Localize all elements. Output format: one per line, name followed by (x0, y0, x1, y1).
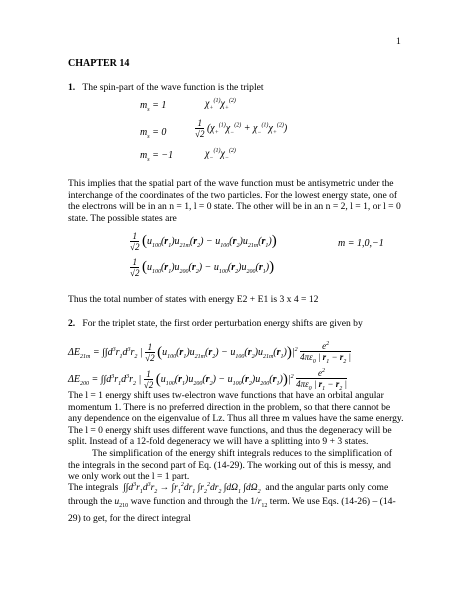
triplet-expr-0: $\frac{1}{√2}$ $(\chi_+^{(1)}\chi_-^{(2)} + \chi_-^{(1)}\chi_+^{(2)})$ (195, 118, 288, 139)
problem-1-paragraph: This implies that the spatial part of the wave function must be antisymetric under the interchange of the coordinates of the two particles. For the lowest energy state, one of the electrons will be in an n = 1, l = 0 state. The other will be in an n = 2, l = 1, or l = 0 state. The possible states are (68, 178, 401, 224)
state-l1-note: m = 1,0,−1 (338, 238, 384, 249)
problem-1-number: 1. (68, 82, 76, 93)
chapter-heading: CHAPTER 14 (68, 58, 130, 69)
problem-2-para-3: through the $u_{210}$ wave function and through the $1/r_{12}$ term. We use Eqs. (14-26) – (14-29) to get, for the direct integral (68, 496, 396, 524)
problem-2-intro-text: For the triplet state, the first order perturbation energy shifts are given by (82, 318, 363, 329)
state-l1: $\frac{1}{√2}$ $(u_{100}(r_1)u_{21m}(r_2) - u_{100}(r_2)u_{21m}(r_1))$ (130, 231, 277, 252)
integrals-label: The integrals (68, 482, 119, 494)
state-l0: $\frac{1}{√2}$ $(u_{100}(r_1)u_{200}(r_2) - u_{100}(r_2)u_{200}(r_1))$ (130, 257, 275, 278)
page-number: 1 (396, 36, 401, 47)
triplet-expr-1: $\chi_+^{(1)}\chi_+^{(2)}$ (205, 98, 236, 112)
triplet-ms1: $m_s = 1$ (140, 100, 167, 113)
problem-1-intro (68, 82, 264, 94)
eq-delta-e-200: $\Delta E_{200} = \int\int d^3r_1d^3r_2$ | $\frac{1}{√2}$ $(u_{100}(r_1)u_{200}(r_2) - u_{100}(r_2)u_{200}(r_1))|^2$ $\frac{e^2}{4\pi\varepsilon_0 | r_1 - r_2 |}$ (68, 368, 347, 392)
coef-fraction: $\frac{1}{√2}$ (195, 118, 205, 139)
triplet-ms-minus1: $m_s = -1$ (140, 150, 174, 163)
problem-2-para-2: The simplification of the energy shift integrals reduces to the simplification of the integrals in the second part of Eq. (14-29). The working out of this is messy, and we only work out the l = 1 part. (68, 448, 393, 483)
problem-2-para-1: The l = 1 energy shift uses tw-electron wave functions that have an orbital angular momentum 1. There is no preferred direction in the problem, so that there cannot be any dependence on the eigenvalue of Lz. Thus all three m values have the same energy. The l = 0 energy shift uses different wave functions, and thus the degeneracy will be split. Instead of a 12-fold degeneracy we will have a splitting into 9 + 3 states. (68, 390, 404, 448)
total-states: Thus the total number of states with energy E2 + E1 is 3 x 4 = 12 (68, 294, 319, 305)
problem-1-intro-text: The spin-part of the wave function is the triplet (82, 82, 264, 93)
problem-2-intro (68, 318, 363, 330)
integrals-expr: $\int\int d^3r_1d^3r_2 \to \int r_1^2dr_1$ $\int r_2^2dr_2$ $\int d\Omega_1$ $\int d\Omega_2$ (120, 482, 261, 496)
eq-delta-e-21m: $\Delta E_{21m} = \int\int d^3r_1d^3r_2$ | $\frac{1}{√2}$ $(u_{100}(r_1)u_{21m}(r_2) - u_{100}(r_2)u_{21m}(r_1))|^2$ $\frac{e^2}{4\pi\varepsilon_0 | r_1 - r_2 |}$ (68, 341, 352, 365)
integrals-tail: and the angular parts only come (265, 482, 389, 494)
triplet-expr-minus1: $\chi_-^{(1)}\chi_-^{(2)}$ (205, 148, 236, 162)
triplet-ms0: $m_s = 0$ (140, 127, 167, 140)
problem-2-number: 2. (68, 318, 76, 329)
